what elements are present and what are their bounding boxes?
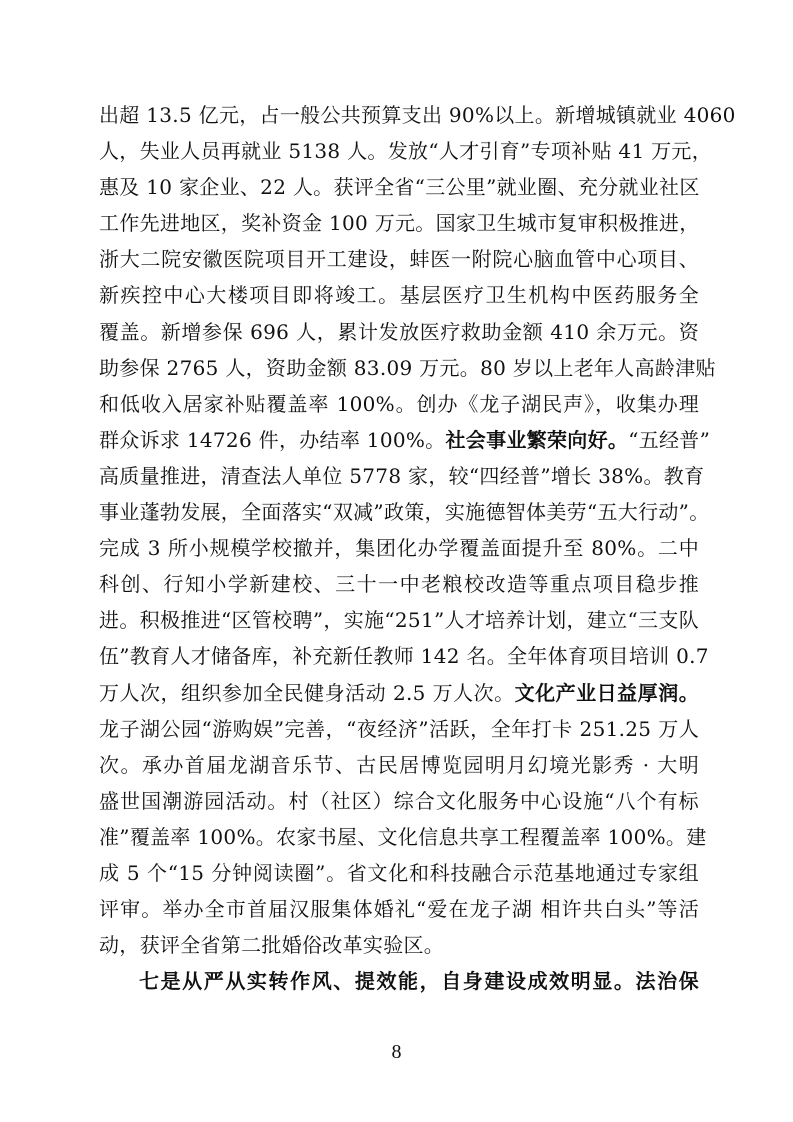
text-run: 万人次，组织参加全民健身活动 2.5 万人次。: [99, 680, 515, 705]
text-line: 事业蓬勃发展，全面落实“双减”政策，实施德智体美劳“五大行动”。: [99, 500, 710, 525]
text-run: 群众诉求 14726 件，办结率 100%。: [99, 427, 446, 452]
bold-heading: 社会事业繁荣向好。: [445, 427, 629, 452]
body-text: [99, 99, 736, 1001]
text-line: 惠及 10 家企业、22 人。获评全省“三公里”就业圈、充分就业社区: [99, 175, 700, 200]
text-line: 覆盖。新增参保 696 人，累计发放医疗救助金额 410 余万元。资: [99, 319, 699, 344]
text-line: 工作先进地区，奖补资金 100 万元。国家卫生城市复审积极推进，: [99, 211, 700, 236]
text-line: 盛世国潮游园活动。村（社区）综合文化服务中心设施“八个有标: [99, 788, 699, 813]
text-line: 成 5 个“15 分钟阅读圈”。省文化和科技融合示范基地通过专家组: [99, 860, 699, 885]
text-line: 科创、行知小学新建校、三十一中老粮校改造等重点项目稳步推: [99, 572, 699, 597]
text-line: 浙大二院安徽医院项目开工建设，蚌医一附院心脑血管中心项目、: [99, 247, 699, 272]
text-line: 和低收入居家补贴覆盖率 100%。创办《龙子湖民声》，收集办理: [99, 391, 699, 416]
text-line: 新疾控中心大楼项目即将竣工。基层医疗卫生机构中医药服务全: [99, 283, 699, 308]
text-line: 评审。举办全市首届汉服集体婚礼“爱在龙子湖 相许共白头”等活: [99, 897, 699, 922]
text-line: [99, 965, 699, 997]
bold-heading: 文化产业日益厚润。: [514, 680, 700, 705]
text-line: 动，获评全省第二批婚俗改革实验区。: [99, 933, 445, 958]
text-line: 完成 3 所小规模学校撤并，集团化办学覆盖面提升至 80%。二中: [99, 536, 699, 561]
text-line: [99, 677, 699, 709]
text-line: 助参保 2765 人，资助金额 83.09 万元。80 岁以上老年人高龄津贴: [99, 355, 716, 380]
text-line: 龙子湖公园“游购娱”完善，“夜经济”活跃，全年打卡 251.25 万人: [99, 716, 699, 741]
text-line: 人，失业人员再就业 5138 人。发放“人才引育”专项补贴 41 万元，: [99, 139, 713, 164]
page-number: 8: [391, 1041, 402, 1063]
text-run: “五经普”: [628, 427, 711, 452]
text-line: 伍”教育人才储备库，补充新任教师 142 名。全年体育项目培训 0.7: [99, 644, 709, 669]
text-line: 次。承办首届龙湖音乐节、古民居博览园明月幻境光影秀 · 大明: [99, 752, 699, 777]
text-line: 进。积极推进“区管校聘”，实施“251”人才培养计划，建立“三支队: [99, 608, 699, 633]
text-line: 出超 13.5 亿元，占一般公共预算支出 90%以上。新增城镇就业 4060: [99, 103, 736, 127]
bold-heading: 七是从严从实转作风、提效能，自身建设成效明显。法治保: [139, 969, 699, 994]
text-line: 高质量推进，清查法人单位 5778 家，较“四经普”增长 38%。教育: [99, 463, 705, 488]
text-line: 准”覆盖率 100%。农家书屋、文化信息共享工程覆盖率 100%。建: [99, 824, 707, 849]
text-line: [99, 424, 711, 456]
